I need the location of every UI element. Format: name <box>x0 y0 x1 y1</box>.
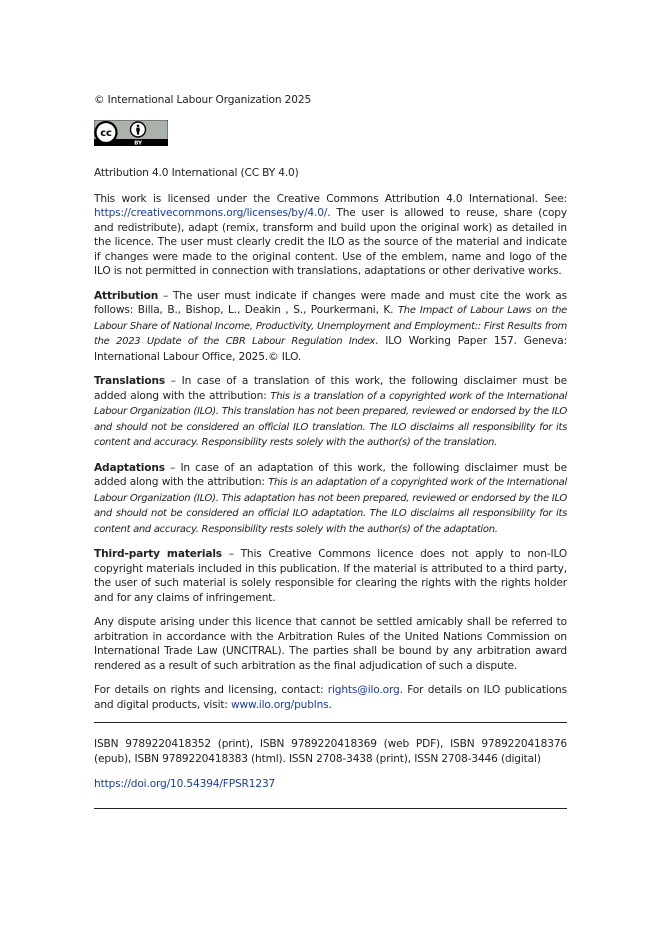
intro-text-before: This work is licensed under the Creative Commons Attribution 4.0 International. See: <box>94 192 567 205</box>
contact-paragraph <box>94 683 567 712</box>
contact-text-before: For details on rights and licensing, contact: <box>94 684 328 696</box>
license-url-link[interactable]: https://creativecommons.org/licenses/by/4.0/ <box>94 207 328 219</box>
translations-paragraph <box>94 374 567 451</box>
rights-email-link[interactable]: rights@ilo.org <box>327 684 400 696</box>
cc-by-license-badge <box>94 120 168 146</box>
by-label: BY <box>134 140 142 146</box>
copyright-page <box>94 93 567 809</box>
attribution-text-after: . ILO Working Paper 157. Geneva: International Labour Office, 2025.© ILO. <box>94 335 568 363</box>
contact-text-after: . <box>328 698 332 711</box>
copyright-line: © International Labour Organization 2025 <box>94 94 312 106</box>
third-party-text: – This Creative Commons licence does not apply to non-ILO copyright materials included in this publication. If the material is attributed to a third party, the user of such material is solely responsible for clearing the rights with the rights holder and for any claims of infringement. <box>94 548 568 604</box>
attribution-person-icon <box>131 122 146 137</box>
attribution-text-before: – The user must indicate if changes were made and must cite the work as follows: Billa, B., Bishop, L., Deakin , S., Pourkermani, K. <box>94 289 567 316</box>
publications-website-link[interactable]: www.ilo.org/publns <box>231 698 329 711</box>
adaptations-text: – In case of an adaptation of this work, the following disclaimer must be added along with the attribution: <box>94 461 567 488</box>
adaptations-disclaimer: This is an adaptation of a copyrighted work of the International Labour Organization (ILO). This adaptation has not been prepared, reviewed or endorsed by the ILO and should not be considered an official ILO adaptation. The ILO disclaims all responsibility for its content and accuracy. Responsibility rests solely with the author(s) of the adaptation. <box>94 477 567 535</box>
doi-link[interactable]: https://doi.org/10.54394/FPSR1237 <box>94 778 276 790</box>
intro-text-after: . The user is allowed to reuse, share (copy and redistribute), adapt (remix, transform and build upon the original work) as detailed in the licence. The user must clearly credit the ILO as the source of the material and indicate if changes were made to the original content. Use of the emblem, name and logo of the ILO is not permitted in connection with translations, adaptations or other derivative works. <box>94 207 567 277</box>
attribution-paragraph <box>94 289 567 365</box>
dispute-paragraph: Any dispute arising under this licence that cannot be settled amicably shall be referred to arbitration in accordance with the Arbitration Rules of the United Nations Commission on International Trade Law (UNCITRAL). The parties shall be bound by any arbitration award rendered as a result of such arbitration as the final adjudication of such a dispute. <box>94 616 567 672</box>
bottom-divider <box>94 808 567 809</box>
adaptations-label: Adaptations <box>94 461 165 474</box>
cc-logo-text: cc <box>100 127 112 139</box>
adaptations-paragraph <box>94 461 567 538</box>
translations-label: Translations <box>94 375 166 387</box>
attribution-title: The Impact of Labour Laws on the Labour Share of National Income, Productivity, Unemployment and Employment:: First Results from the 2023 Update of the CBR Labour Regulation Index <box>94 305 567 347</box>
doi-paragraph <box>94 777 567 792</box>
top-divider <box>94 722 567 723</box>
third-party-paragraph <box>94 547 567 605</box>
isbn-issn-line: ISBN 9789220418352 (print), ISBN 9789220418369 (web PDF), ISBN 9789220418376 (epub), ISBN 9789220418383 (html). ISSN 2708-3438 (print), ISSN 2708-3446 (digital) <box>94 738 567 765</box>
translations-disclaimer: This is a translation of a copyrighted work of the International Labour Organization (ILO). This translation has not been prepared, reviewed or endorsed by the ILO and should not be considered an official ILO translation. The ILO disclaims all responsibility for its content and accuracy. Responsibility rests solely with the author(s) of the translation. <box>94 390 567 448</box>
contact-text-middle: . For details on ILO publications and digital products, visit: <box>94 684 567 711</box>
license-name: Attribution 4.0 International (CC BY 4.0) <box>94 167 299 179</box>
translations-text: – In case of a translation of this work, the following disclaimer must be added along with the attribution: <box>94 375 567 402</box>
attribution-label: Attribution <box>94 289 159 302</box>
third-party-label: Third-party materials <box>94 548 222 560</box>
cc-logo-icon <box>96 122 117 143</box>
license-intro-paragraph <box>94 192 567 279</box>
